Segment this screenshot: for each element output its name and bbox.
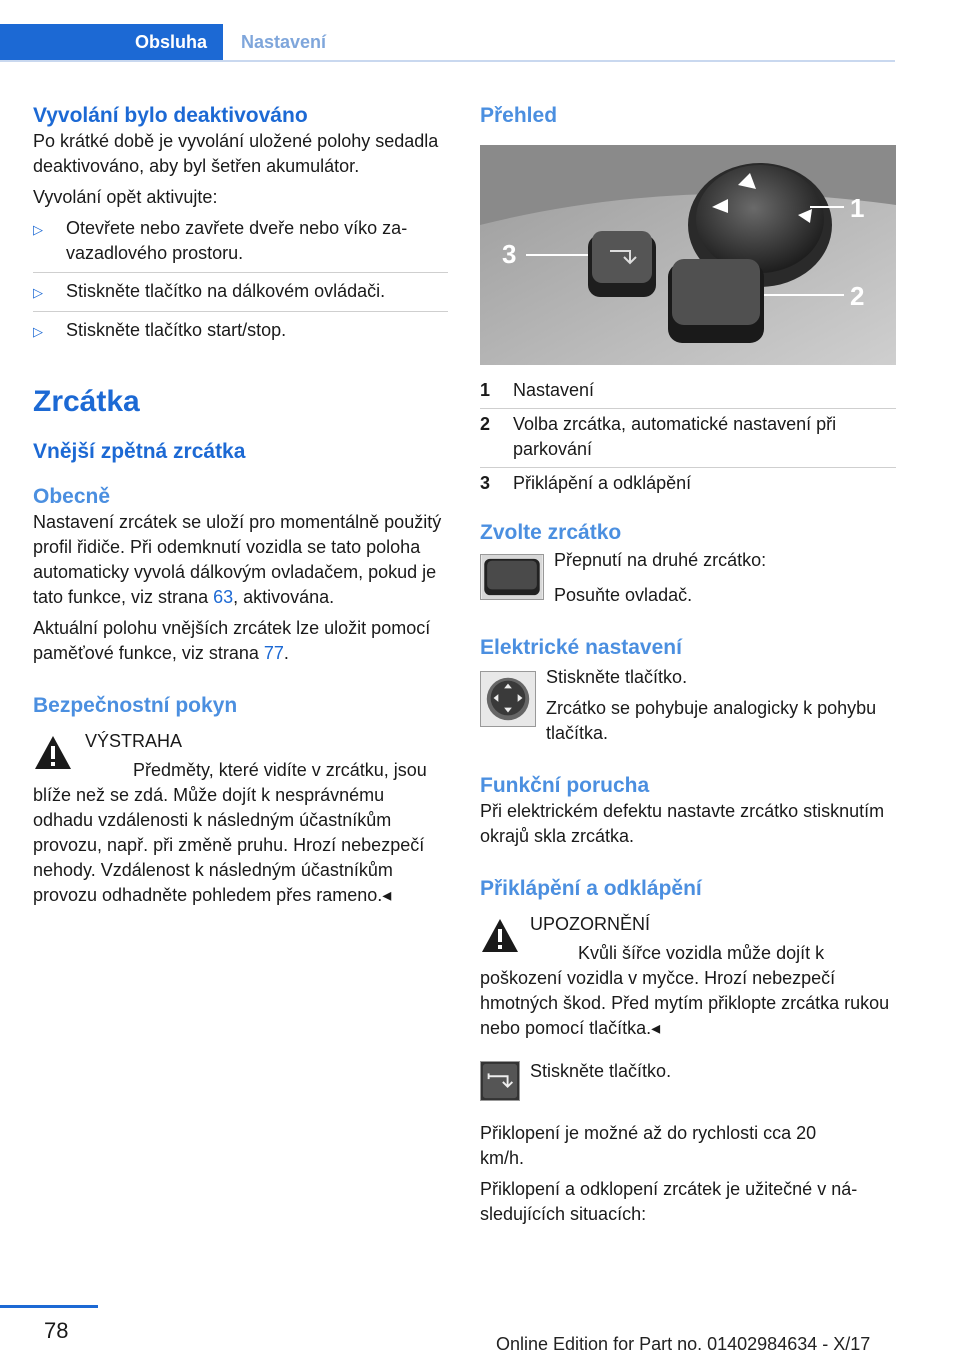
select-mirror-heading: Zvolte zrcátko (480, 521, 622, 544)
warning-icon (33, 733, 73, 773)
legend-row (480, 375, 896, 409)
legend-number: 2 (480, 414, 491, 434)
deactivated-text: Po krátké době je vyvolání uložené polohy sedadla deaktivováno, aby byl šetřen akumulátor. (33, 131, 439, 176)
legend-text: Přiklápění a odklápění (513, 473, 692, 493)
fold-speed-text: Přiklopení je možné až do rychlosti cca 20 km/h. (480, 1123, 817, 1168)
footer-divider (0, 1305, 98, 1308)
fold-useful-text: Přiklopení a odklopení zrcátek je užitečné v následujících situacích: (480, 1179, 858, 1224)
deactivated-heading: Vyvolání bylo deaktivováno (33, 104, 308, 127)
list-item-text: Stiskněte tlačítko na dálkovém ovládači. (66, 281, 386, 301)
page-number: 78 (44, 1318, 69, 1343)
caution-icon (480, 916, 520, 956)
electric-heading: Elektrické nastavení (480, 636, 682, 659)
left-column (33, 102, 448, 908)
mirror-adjust-joystick-icon (480, 671, 536, 727)
legend-text: Volba zrcátka, automatické nastavení při parkování (513, 414, 837, 459)
photo-label-1: 1 (850, 193, 865, 223)
fold-button-block (480, 1061, 896, 1101)
header-divider (0, 60, 895, 62)
mirror-select-switch-icon (480, 554, 544, 600)
general-text-1b: , aktivována. (233, 587, 335, 607)
edition-text: Online Edition for Part no. 01402984634 - X/17 (496, 1334, 871, 1354)
triangle-bullet-icon: ▷ (33, 222, 43, 237)
general-text-2a: Aktuální polohu vnějších zrcátek lze uložit pomocí paměťové funkce, viz strana (33, 618, 431, 663)
caution-block (480, 912, 896, 1041)
list-item (33, 312, 448, 350)
caution-label: UPOZORNĚNÍ (530, 914, 651, 934)
list-item-text: Otevřete nebo zavřete dveře nebo víko zavazadlového prostoru. (66, 218, 408, 263)
electric-text-1: Stiskněte tlačítko. (546, 667, 688, 687)
legend-list (480, 375, 896, 501)
general-text-1a: Nastavení zrcátek se uloží pro momentálně použitý profil řidiče. Při odemknutí vozidla se tato poloha automaticky vyvolá dálkovým ovladačem, pokud je tato funkce, viz strana (33, 512, 442, 607)
select-mirror-texts (554, 548, 766, 608)
general-text-2b: . (283, 643, 289, 663)
page-link-63[interactable]: 63 (213, 587, 234, 607)
list-item-text: Stiskněte tlačítko start/stop. (66, 320, 287, 340)
legend-number: 3 (480, 473, 491, 493)
triangle-bullet-icon: ▷ (33, 324, 43, 339)
legend-row (480, 409, 896, 468)
page-link-77[interactable]: 77 (263, 643, 284, 663)
press-button-text: Stiskněte tlačítko. (530, 1061, 672, 1081)
subsection-title: Vnější zpětná zrcátka (33, 440, 246, 463)
malfunction-text: Při elektrickém defektu nastavte zrcátko stisknutím okrajů skla zrcátka. (480, 801, 885, 846)
select-mirror-block (480, 548, 896, 608)
overview-heading: Přehled (480, 104, 558, 127)
list-item (33, 210, 448, 273)
warning-block (33, 729, 448, 908)
tab-nastaveni[interactable]: Nastavení (241, 31, 327, 52)
tab-obsluha[interactable]: Obsluha (0, 24, 223, 60)
right-column (480, 102, 896, 1227)
section-title: Zrcátka (33, 385, 140, 418)
list-item (33, 273, 448, 312)
legend-number: 1 (480, 380, 491, 400)
fold-mirror-button-icon (480, 1061, 520, 1101)
select-text-1: Přepnutí na druhé zrcátko: (554, 550, 767, 570)
mirror-switch-photo (480, 145, 896, 365)
electric-texts (546, 665, 896, 746)
warning-text: Předměty, které vidíte v zrcátku, jsou blíže než se zdá. Může dojít k nesprávnému odhadu vzdálenosti k následným účastníkům provozu, např. při změně pruhu. Hrozí nebezpečí nehody. Vzdálenost k následným účastníkům provozu odhadněte pohledem přes rameno.◂ (33, 760, 427, 905)
general-paragraph-1 (33, 510, 448, 610)
general-paragraph-2 (33, 616, 448, 666)
select-text-2: Posuňte ovladač. (554, 585, 693, 605)
photo-label-3: 3 (502, 239, 517, 269)
electric-block (480, 665, 896, 746)
reactivate-text: Vyvolání opět aktivujte: (33, 187, 218, 207)
fold-heading: Přiklápění a odklápění (480, 877, 702, 900)
photo-label-2: 2 (850, 281, 865, 311)
caution-text: Kvůli šířce vozidla může dojít k poškození vozidla v myčce. Hrozí nebezpečí hmotných škod. Před mytím přiklopte zrcátka rukou nebo pomocí tlačítka.◂ (480, 943, 890, 1038)
header-tabs (0, 24, 326, 60)
warning-label: VÝSTRAHA (85, 731, 183, 751)
electric-text-2: Zrcátko se pohybuje analogicky k pohybu tlačítka. (546, 698, 877, 743)
malfunction-heading: Funkční porucha (480, 774, 650, 797)
triangle-bullet-icon: ▷ (33, 285, 43, 300)
safety-heading: Bezpečnostní pokyn (33, 694, 238, 717)
general-heading: Obecně (33, 485, 111, 508)
legend-row (480, 468, 896, 501)
legend-text: Nastavení (513, 380, 595, 400)
